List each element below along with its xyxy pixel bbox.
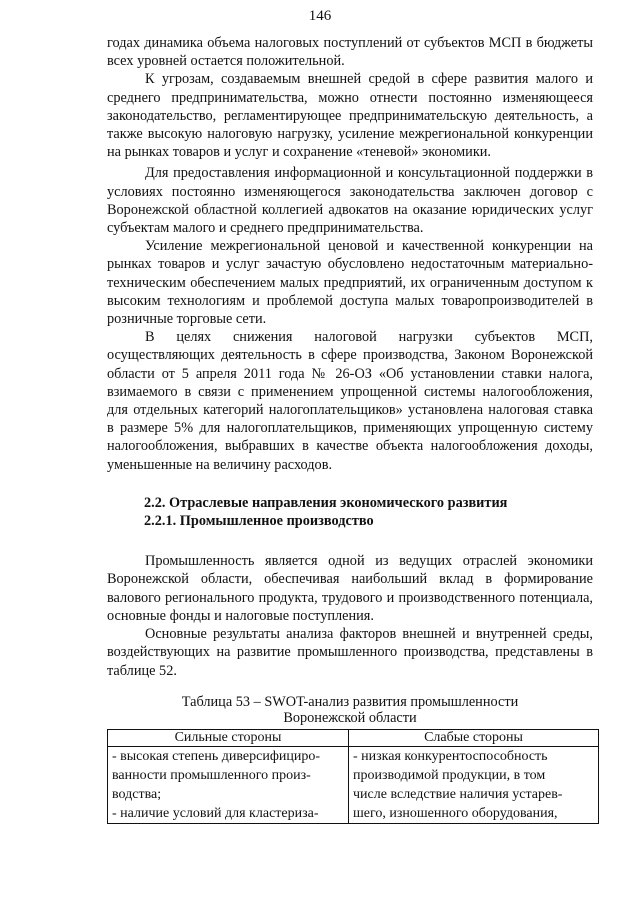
cell-line: - наличие условий для кластериза- (112, 805, 319, 821)
cell-line: ванности промышленного произ- (112, 767, 311, 783)
subsection-heading: 2.2.1. Промышленное производство (144, 513, 374, 530)
cell-line: - высокая степень диверсифициро- (112, 748, 321, 764)
table-row (108, 746, 599, 823)
paragraph-support: Для предоставления информационной и консультационной поддержки в условиях постоянно изменяющегося законодательства заключен договор с Воронежской областной коллегией адвокатов на оказание юридических услуг субъектам малого и среднего предпринимательства. (107, 165, 593, 237)
cell-line: - низкая конкурентоспособность (353, 748, 548, 764)
swot-table (107, 729, 599, 824)
cell-line: водства; (112, 786, 162, 802)
cell-strengths (108, 746, 349, 823)
paragraph-threats: К угрозам, создаваемым внешней средой в сфере развития малого и среднего предпринимательства, можно отнести постоянно изменяющееся законодательство, регламентирующее предпринимательскую деятельность, а также высокую налоговую нагрузку, усиление межрегиональной конкуренции на рынках товаров и услуг и сохранение «теневой» экономики. (107, 71, 593, 161)
table-caption-line1: Таблица 53 – SWOT-анализ развития промышленности (181, 693, 519, 710)
table-header-row (108, 729, 599, 746)
header-strengths: Сильные стороны (108, 729, 349, 746)
table-caption-line2: Воронежской области (283, 709, 417, 726)
paragraph-competition: Усиление межрегиональной ценовой и качественной конкуренции на рынках товаров и услуг зачастую обусловлено недостаточным материально-техническим обеспечением малых предприятий, их ограниченным доступом к высоким технологиям и проблемой доступа малых товаропроизводителей в розничные торговые сети. (107, 238, 593, 328)
cell-line: шего, изношенного оборудования, (353, 805, 558, 821)
paragraph-tax: В целях снижения налоговой нагрузки субъектов МСП, осуществляющих деятельность в сфере производства, Законом Воронежской области от 5 апреля 2011 года № 26-ОЗ «Об установлении ставки налога, взимаемого в связи с применением упрощенной системы налогообложения, для отдельных категорий налогоплательщиков» установлена налоговая ставка в размере 5% для налогоплательщиков, применяющих упрощенную систему налогообложения, выбравших в качестве объекта налогообложения доходы, уменьшенные на величину расходов. (107, 329, 593, 473)
paragraph-results: Основные результаты анализа факторов внешней и внутренней среды, воздействующих на развитие промышленного производства, представлены в таблице 52. (107, 626, 593, 679)
page-number: 146 (308, 8, 332, 24)
paragraph-continuation: годах динамика объема налоговых поступлений от субъектов МСП в бюджеты всех уровней остается положительной. (107, 35, 593, 70)
cell-weaknesses (349, 746, 599, 823)
cell-line: числе вследствие наличия устарев- (353, 786, 563, 802)
header-weaknesses: Слабые стороны (349, 729, 599, 746)
table-caption (107, 694, 593, 726)
page-content (107, 34, 593, 824)
cell-line: производимой продукции, в том (353, 767, 546, 783)
paragraph-industry: Промышленность является одной из ведущих отраслей экономики Воронежской области, обеспечивая наибольший вклад в формирование валового регионального продукта, трудового и производственного потенциала, основные фонды и налоговые поступления. (107, 553, 593, 624)
section-heading: 2.2. Отраслевые направления экономического развития (144, 494, 508, 511)
